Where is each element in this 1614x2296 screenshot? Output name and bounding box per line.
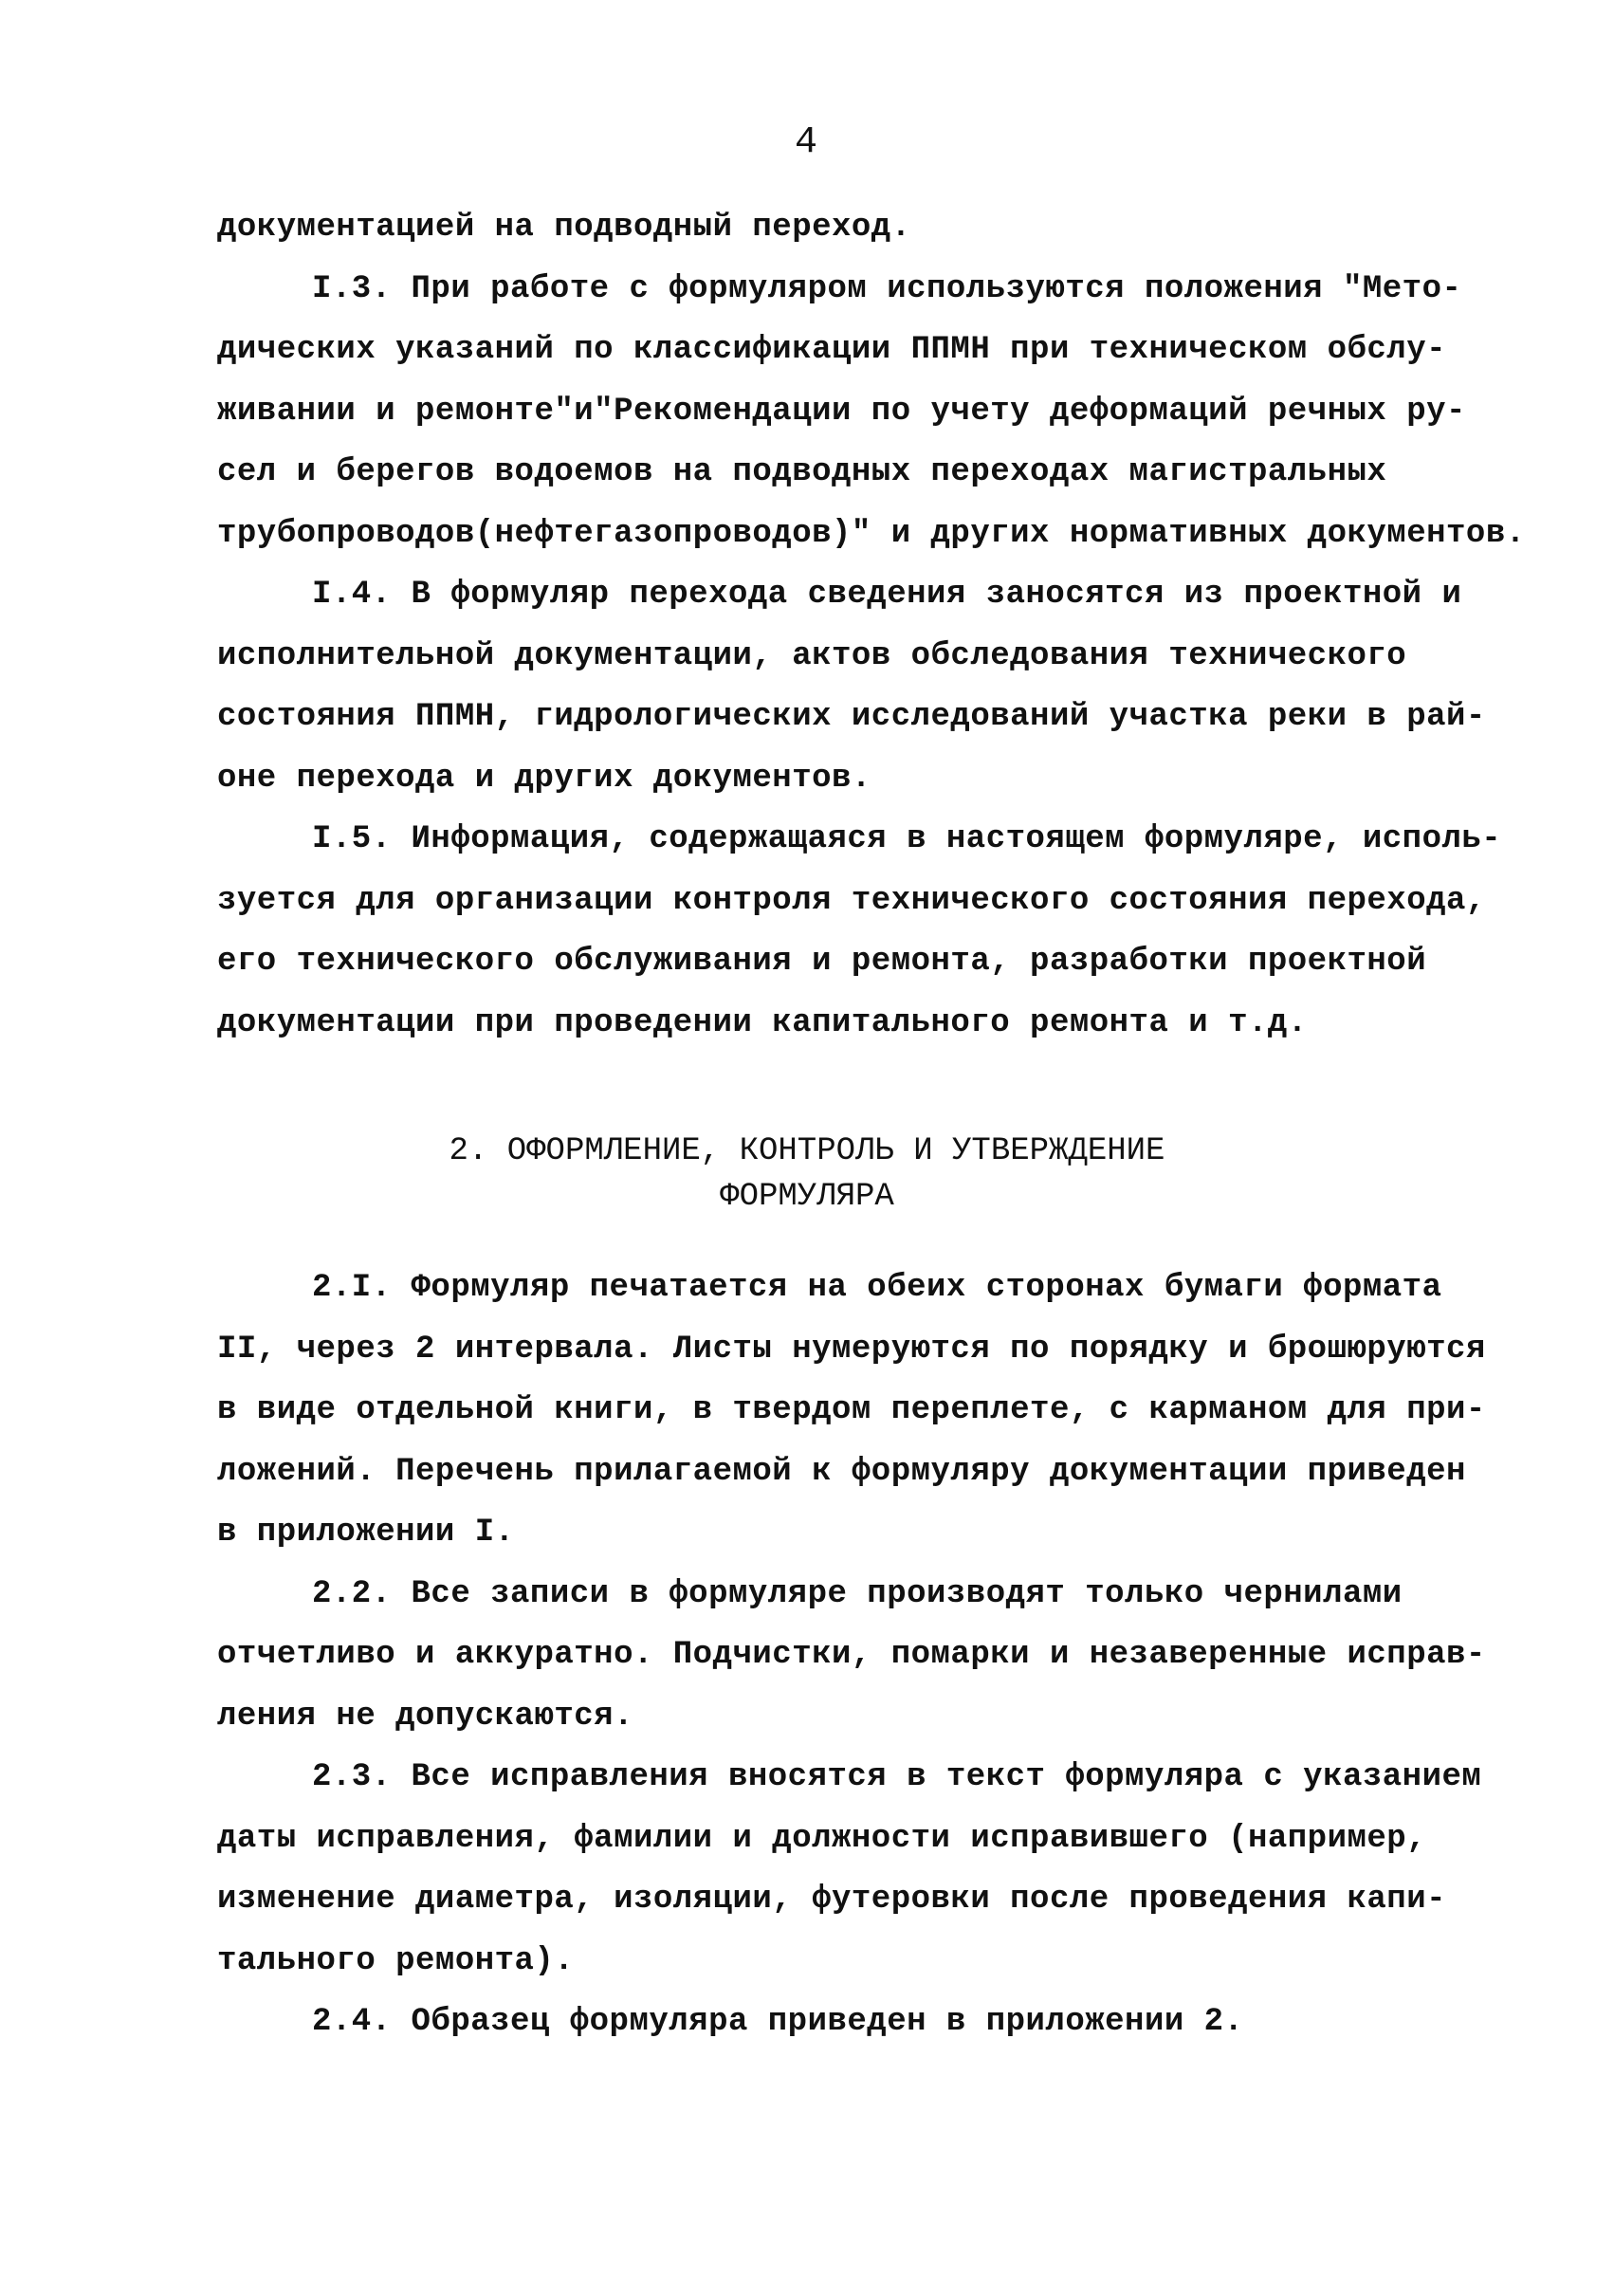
text-line: документации при проведении капитального ремонта и т.д. — [217, 1004, 1308, 1041]
text-line: сел и берегов водоемов на подводных переходах магистральных — [217, 454, 1387, 490]
text-line: даты исправления, фамилии и должности исправившего (например, — [217, 1820, 1427, 1857]
page-number: 4 — [795, 121, 818, 164]
text-line: дических указаний по классификации ППМН при техническом обслу- — [217, 332, 1447, 368]
text-line: состояния ППМН, гидрологических исследований участка реки в рай- — [217, 699, 1486, 735]
paragraph-1-3 — [217, 259, 1526, 565]
paragraph-2-1 — [217, 1258, 1486, 1564]
paragraph-continuation — [217, 197, 1478, 259]
text-line: 2.I. Формуляр печатается на обеих сторонах бумаги формата — [312, 1270, 1442, 1306]
text-line: 2.4. Образец формуляра приведен в приложении 2. — [312, 2004, 1244, 2040]
text-line: исполнительной документации, актов обследования технического — [217, 637, 1407, 674]
text-line: тального ремонта). — [217, 1942, 575, 1979]
paragraph-2-4 — [217, 1992, 1478, 2053]
text-line: в виде отдельной книги, в твердом переплете, с карманом для при- — [217, 1392, 1486, 1428]
text-line: его технического обслуживания и ремонта, разработки проектной — [217, 944, 1427, 980]
text-line: в приложении I. — [217, 1515, 515, 1551]
text-line: трубопроводов(нефтегазопроводов)" и других нормативных документов. — [217, 515, 1526, 552]
paragraph-2-3 — [217, 1747, 1482, 1992]
text-line: I.5. Информация, содержащаяся в настоящем формуляре, исполь- — [312, 821, 1502, 857]
heading-line: 2. ОФОРМЛЕНИЕ, КОНТРОЛЬ И УТВЕРЖДЕНИЕ — [449, 1133, 1165, 1169]
section-2-text — [217, 1258, 1486, 2053]
paragraph-1-5 — [217, 809, 1502, 1054]
section-1-text — [217, 197, 1526, 1054]
text-line: изменение диаметра, изоляции, футеровки после проведения капи- — [217, 1882, 1447, 1918]
paragraph-2-2 — [217, 1564, 1486, 1748]
text-line: зуется для организации контроля технического состояния перехода, — [217, 882, 1486, 919]
text-line: ления не допускаются. — [217, 1698, 633, 1735]
text-line: живании и ремонте"и"Рекомендации по учету деформаций речных ру- — [217, 393, 1466, 430]
text-line: ложений. Перечень прилагаемой к формуляру документации приведен — [217, 1453, 1466, 1490]
section-2-heading — [0, 1129, 1614, 1220]
text-line: документацией на подводный переход. — [217, 210, 911, 246]
text-line: 2.3. Все исправления вносятся в текст формуляра с указанием — [312, 1759, 1482, 1795]
text-line: II, через 2 интервала. Листы нумеруются по порядку и брошюруются — [217, 1331, 1486, 1368]
text-line: 2.2. Все записи в формуляре производят только чернилами — [312, 1575, 1403, 1612]
text-line: I.4. В формуляр перехода сведения заносятся из проектной и — [312, 577, 1462, 613]
heading-line: ФОРМУЛЯРА — [720, 1179, 894, 1215]
text-line: I.3. При работе с формуляром используются положения "Мето- — [312, 270, 1462, 307]
text-line: отчетливо и аккуратно. Подчистки, помарки и незаверенные исправ- — [217, 1637, 1486, 1673]
text-line: оне перехода и других документов. — [217, 760, 871, 797]
paragraph-1-4 — [217, 564, 1486, 809]
